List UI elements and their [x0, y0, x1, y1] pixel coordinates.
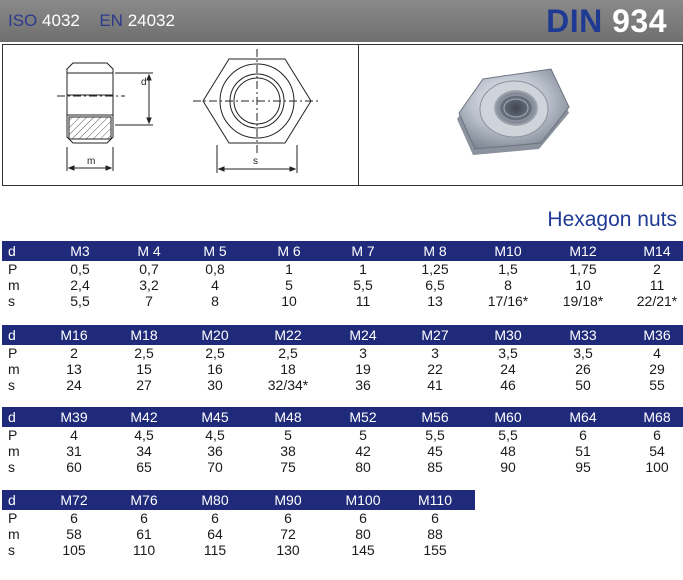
size-cell: M27: [421, 327, 449, 343]
size-cell: M 8: [423, 243, 447, 259]
wrench-size-cell: 100: [645, 459, 669, 475]
height-cell: 80: [355, 526, 371, 542]
size-table-block-1: [2, 241, 683, 309]
height-cell: 26: [575, 361, 591, 377]
size-cell: M 7: [351, 243, 375, 259]
height-cell: 64: [207, 526, 223, 542]
wrench-size-cell: 60: [66, 459, 82, 475]
row-label-m: m: [8, 443, 20, 459]
height-cell: 22: [427, 361, 443, 377]
height-cell: 42: [355, 443, 371, 459]
size-cell: M42: [130, 409, 158, 425]
size-cell: M16: [60, 327, 88, 343]
wrench-size-cell: 105: [62, 542, 86, 558]
height-cell: 29: [649, 361, 665, 377]
pitch-cell: 0,8: [205, 261, 225, 277]
height-cell: 8: [504, 277, 512, 293]
height-cell: 16: [207, 361, 223, 377]
table-row-height: [2, 277, 683, 293]
wrench-size-cell: 65: [136, 459, 152, 475]
size-cell: M30: [494, 327, 522, 343]
height-cell: 19: [355, 361, 371, 377]
height-cell: 54: [649, 443, 665, 459]
size-cell: M39: [60, 409, 88, 425]
dimension-m-label: m: [87, 156, 96, 167]
wrench-size-cell: 46: [500, 377, 516, 393]
wrench-size-cell: 10: [281, 293, 297, 309]
height-cell: 5: [285, 277, 293, 293]
height-cell: 13: [66, 361, 82, 377]
size-cell: M20: [201, 327, 229, 343]
wrench-size-cell: 110: [132, 542, 156, 558]
pitch-cell: 2,5: [278, 345, 298, 361]
row-label-d: d: [8, 243, 16, 259]
pitch-cell: 6: [70, 510, 78, 526]
table-header-row: [2, 490, 475, 510]
wrench-size-cell: 90: [500, 459, 516, 475]
pitch-cell: 6: [140, 510, 148, 526]
nut-side-view: [57, 63, 153, 171]
pitch-cell: 3: [431, 345, 439, 361]
row-label-m: m: [8, 277, 20, 293]
height-cell: 51: [575, 443, 591, 459]
size-cell: M68: [643, 409, 671, 425]
wrench-size-cell: 50: [575, 377, 591, 393]
size-cell: M76: [130, 492, 158, 508]
wrench-size-cell: 11: [355, 293, 371, 309]
size-cell: M18: [130, 327, 158, 343]
pitch-cell: 5,5: [498, 427, 518, 443]
wrench-size-cell: 19/18*: [562, 293, 604, 309]
row-label-m: m: [8, 361, 20, 377]
pitch-cell: 2: [653, 261, 661, 277]
table-row-pitch: [2, 427, 683, 443]
wrench-size-cell: 41: [427, 377, 443, 393]
height-cell: 24: [500, 361, 516, 377]
size-cell: M64: [569, 409, 597, 425]
wrench-size-cell: 13: [427, 293, 443, 309]
pitch-cell: 4: [653, 345, 661, 361]
wrench-size-cell: 22/21*: [636, 293, 678, 309]
dimension-s-label: s: [253, 156, 258, 167]
size-table-block-3: [2, 407, 683, 475]
size-cell: M22: [274, 327, 302, 343]
table-row-wrench-size: [2, 459, 683, 475]
height-cell: 2,4: [70, 277, 90, 293]
height-cell: 10: [575, 277, 591, 293]
pitch-cell: 4: [70, 427, 78, 443]
wrench-size-cell: 115: [203, 542, 227, 558]
table-row-wrench-size: [2, 377, 683, 393]
size-cell: M72: [60, 492, 88, 508]
row-label-s: s: [8, 542, 15, 558]
pitch-cell: 6: [359, 510, 367, 526]
row-label-p: P: [8, 345, 18, 361]
pitch-cell: 3,5: [573, 345, 593, 361]
pitch-cell: 1: [285, 261, 293, 277]
height-cell: 3,2: [139, 277, 159, 293]
row-label-p: P: [8, 510, 18, 526]
size-table-block-2: [2, 325, 683, 393]
pitch-cell: 6: [579, 427, 587, 443]
size-cell: M45: [201, 409, 229, 425]
wrench-size-cell: 17/16*: [487, 293, 529, 309]
table-title: Hexagon nuts: [547, 208, 677, 231]
standard-references: [8, 11, 175, 31]
table-header-row: [2, 325, 683, 345]
din-number: 934: [612, 3, 667, 39]
height-cell: 61: [136, 526, 152, 542]
pitch-cell: 5: [359, 427, 367, 443]
table-row-wrench-size: [2, 293, 683, 309]
size-cell: M24: [349, 327, 377, 343]
height-cell: 6,5: [425, 277, 445, 293]
nut-top-view: [193, 49, 321, 173]
en-label: EN: [99, 11, 123, 30]
wrench-size-cell: 8: [211, 293, 219, 309]
table-row-height: [2, 526, 683, 542]
height-cell: 38: [280, 443, 296, 459]
pitch-cell: 1,5: [498, 261, 518, 277]
height-cell: 15: [136, 361, 152, 377]
size-cell: M48: [274, 409, 302, 425]
pitch-cell: 0,5: [70, 261, 90, 277]
row-label-d: d: [8, 492, 16, 508]
size-table-block-4: [2, 490, 683, 558]
size-cell: M56: [421, 409, 449, 425]
height-cell: 11: [649, 277, 665, 293]
wrench-size-cell: 130: [276, 542, 300, 558]
table-row-wrench-size: [2, 542, 683, 558]
wrench-size-cell: 30: [207, 377, 223, 393]
height-cell: 4: [211, 277, 219, 293]
wrench-size-cell: 5,5: [70, 293, 90, 309]
header-bar: [0, 0, 683, 42]
dimension-d-label: d: [141, 77, 147, 88]
height-cell: 18: [280, 361, 296, 377]
size-cell: M10: [494, 243, 522, 259]
drawing-panel: [2, 44, 683, 186]
pitch-cell: 5: [284, 427, 292, 443]
row-label-s: s: [8, 377, 15, 393]
pitch-cell: 3: [359, 345, 367, 361]
row-label-p: P: [8, 427, 18, 443]
wrench-size-cell: 75: [280, 459, 296, 475]
table-row-pitch: [2, 345, 683, 361]
table-row-height: [2, 361, 683, 377]
size-cell: M80: [201, 492, 229, 508]
size-cell: M 4: [137, 243, 161, 259]
en-number: 24032: [127, 11, 175, 30]
size-cell: M100: [345, 492, 381, 508]
wrench-size-cell: 24: [66, 377, 82, 393]
size-cell: M 6: [277, 243, 301, 259]
row-label-m: m: [8, 526, 20, 542]
table-header-row: [2, 407, 683, 427]
table-row-height: [2, 443, 683, 459]
table-header-row: [2, 241, 683, 261]
height-cell: 34: [136, 443, 152, 459]
size-cell: M14: [643, 243, 671, 259]
pitch-cell: 1,75: [569, 261, 597, 277]
row-label-s: s: [8, 293, 15, 309]
size-cell: M12: [569, 243, 597, 259]
technical-drawing: [3, 45, 682, 185]
wrench-size-cell: 36: [355, 377, 371, 393]
nut-photo: [457, 69, 569, 155]
height-cell: 45: [427, 443, 443, 459]
wrench-size-cell: 80: [355, 459, 371, 475]
wrench-size-cell: 145: [351, 542, 375, 558]
pitch-cell: 6: [284, 510, 292, 526]
iso-label: ISO: [8, 11, 38, 30]
size-cell: M33: [569, 327, 597, 343]
wrench-size-cell: 27: [136, 377, 152, 393]
height-cell: 72: [280, 526, 296, 542]
pitch-cell: 1,25: [421, 261, 449, 277]
size-cell: M60: [494, 409, 522, 425]
wrench-size-cell: 85: [427, 459, 443, 475]
wrench-size-cell: 32/34*: [267, 377, 309, 393]
pitch-cell: 4,5: [205, 427, 225, 443]
pitch-cell: 1: [359, 261, 367, 277]
pitch-cell: 2,5: [205, 345, 225, 361]
size-cell: M36: [643, 327, 671, 343]
din-label: DIN: [546, 3, 603, 39]
height-cell: 31: [66, 443, 82, 459]
pitch-cell: 2: [70, 345, 78, 361]
height-cell: 88: [427, 526, 443, 542]
row-label-p: P: [8, 261, 18, 277]
row-label-s: s: [8, 459, 15, 475]
size-cell: M3: [70, 243, 90, 259]
wrench-size-cell: 55: [649, 377, 665, 393]
wrench-size-cell: 70: [207, 459, 223, 475]
height-cell: 58: [66, 526, 82, 542]
pitch-cell: 5,5: [425, 427, 445, 443]
size-cell: M52: [349, 409, 377, 425]
pitch-cell: 6: [211, 510, 219, 526]
table-row-pitch: [2, 261, 683, 277]
wrench-size-cell: 7: [145, 293, 153, 309]
din-standard: [546, 3, 667, 40]
pitch-cell: 6: [653, 427, 661, 443]
iso-number: 4032: [42, 11, 80, 30]
size-cell: M 5: [203, 243, 227, 259]
wrench-size-cell: 95: [575, 459, 591, 475]
pitch-cell: 6: [431, 510, 439, 526]
wrench-size-cell: 155: [423, 542, 447, 558]
pitch-cell: 3,5: [498, 345, 518, 361]
pitch-cell: 0,7: [139, 261, 159, 277]
row-label-d: d: [8, 409, 16, 425]
height-cell: 5,5: [353, 277, 373, 293]
height-cell: 48: [500, 443, 516, 459]
pitch-cell: 4,5: [134, 427, 154, 443]
size-cell: M110: [418, 492, 452, 508]
row-label-d: d: [8, 327, 16, 343]
pitch-cell: 2,5: [134, 345, 154, 361]
height-cell: 36: [207, 443, 223, 459]
table-row-pitch: [2, 510, 683, 526]
size-cell: M90: [274, 492, 302, 508]
